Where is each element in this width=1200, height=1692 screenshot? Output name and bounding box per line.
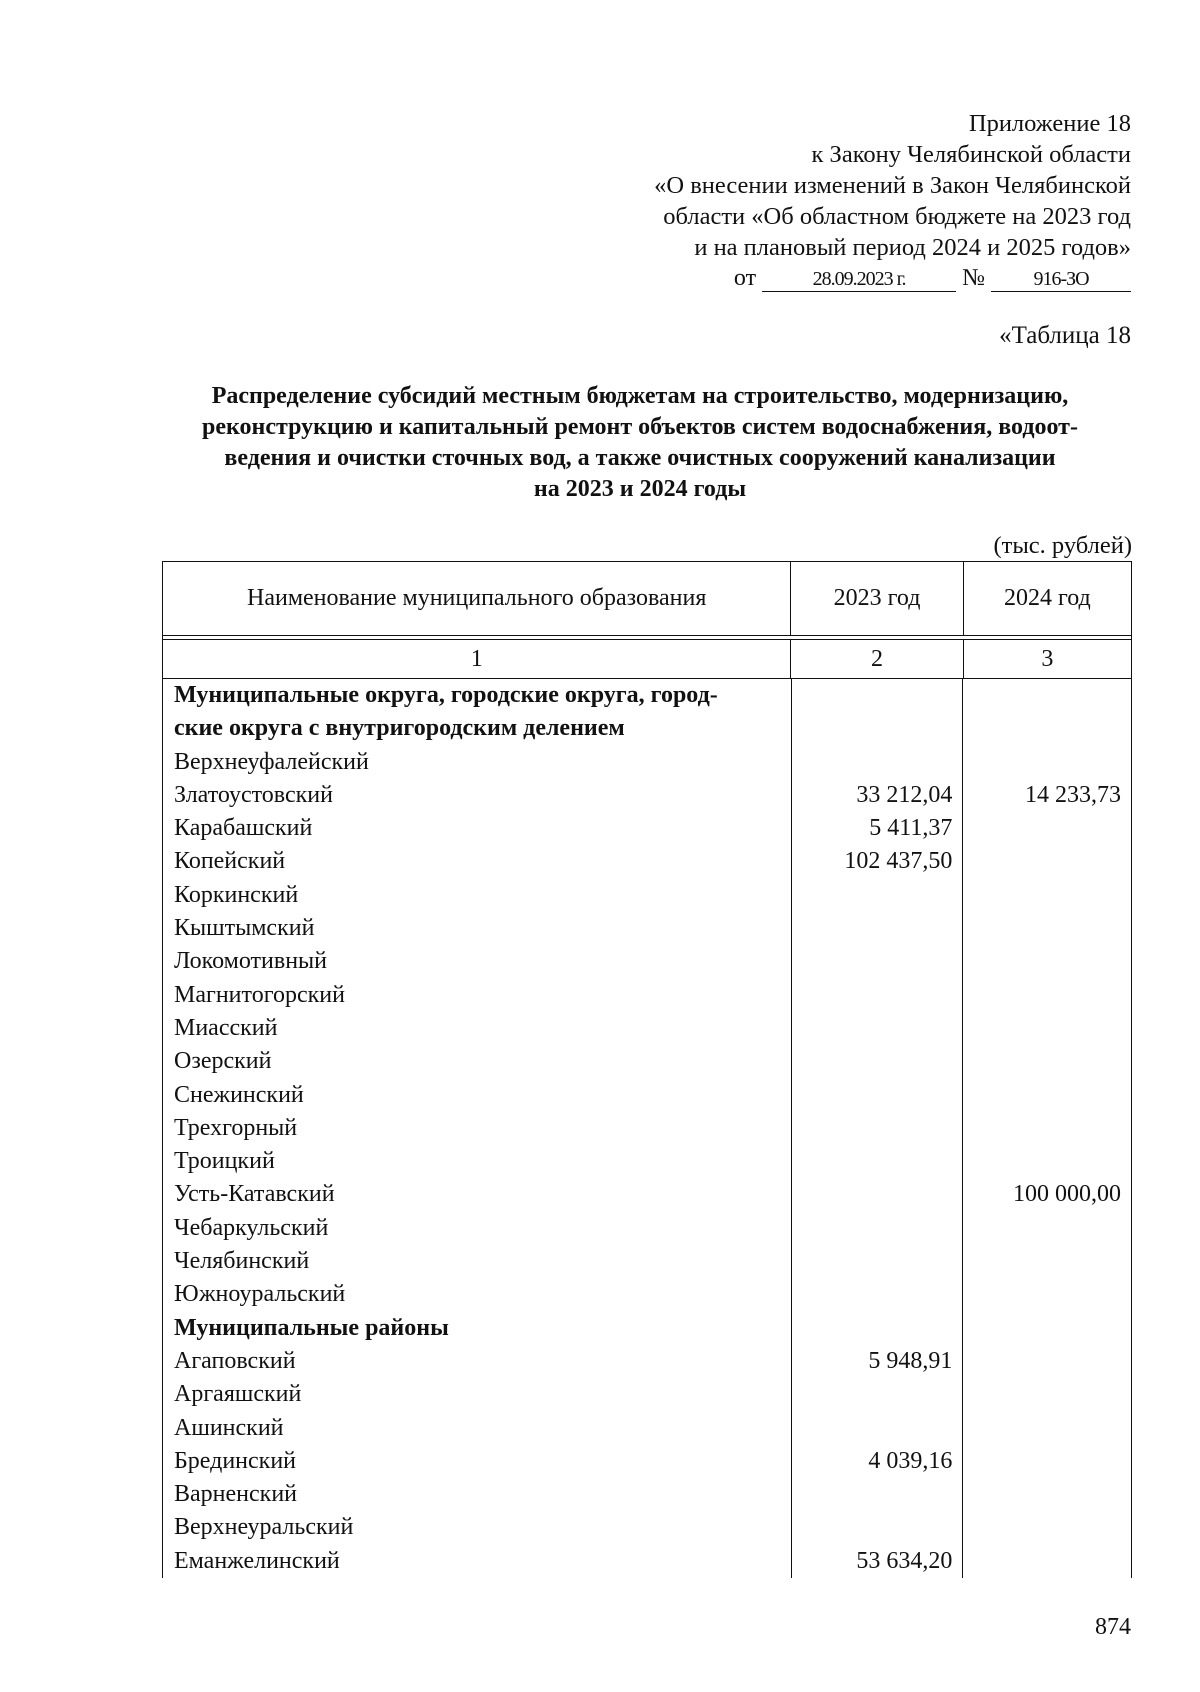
table-row (163, 1478, 1131, 1511)
table-row (163, 1178, 1131, 1211)
cell-2024 (963, 912, 1131, 945)
appendix-block (491, 108, 1131, 294)
table-row (163, 1445, 1131, 1478)
cell-2023 (792, 1312, 964, 1345)
cell-name: Верхнеуфалейский (163, 746, 792, 779)
cell-2023: 5 948,91 (792, 1345, 964, 1378)
cell-2023 (792, 1412, 964, 1445)
cell-name: Троицкий (163, 1145, 792, 1178)
date-prefix: от (733, 265, 757, 291)
cell-2023 (792, 879, 964, 912)
table-row (163, 1012, 1131, 1045)
table-row (163, 979, 1131, 1012)
cell-2023 (792, 1045, 964, 1078)
cell-2024 (963, 1378, 1131, 1411)
cell-name: Трехгорный (163, 1112, 792, 1145)
cell-2024 (963, 1045, 1131, 1078)
cell-2024 (963, 1278, 1131, 1311)
cell-2023 (792, 712, 964, 745)
cell-2023: 102 437,50 (792, 845, 964, 878)
table-row (163, 845, 1131, 878)
cell-2024 (963, 812, 1131, 845)
cell-name: Челябинский (163, 1245, 792, 1278)
table-row (163, 1345, 1131, 1378)
table-row (163, 1412, 1131, 1445)
cell-2023 (792, 1145, 964, 1178)
table-label: «Таблица 18 (999, 322, 1131, 349)
table-row (163, 1378, 1131, 1411)
table-body (162, 679, 1132, 1578)
cell-name: Коркинский (163, 879, 792, 912)
header-2024: 2024 год (1003, 585, 1091, 611)
cell-name: Карабашский (163, 812, 792, 845)
cell-name: Копейский (163, 845, 792, 878)
appendix-line: Приложение 18 (968, 110, 1131, 137)
table-row (163, 1212, 1131, 1245)
law-number: 916-ЗО (991, 267, 1131, 292)
table-row (163, 1112, 1131, 1145)
cell-name: ские округа с внутригородским делением (163, 712, 792, 745)
cell-2023 (792, 1079, 964, 1112)
cell-name: Озерский (163, 1045, 792, 1078)
appendix-line: «О внесении изменений в Закон Челябинской (654, 172, 1131, 199)
cell-name: Чебаркульский (163, 1212, 792, 1245)
section-row (163, 712, 1131, 745)
cell-2024: 14 233,73 (1025, 781, 1121, 808)
header-2023: 2023 год (791, 562, 963, 635)
cell-name: Агаповский (163, 1345, 792, 1378)
cell-2024 (963, 746, 1131, 779)
cell-2023: 4 039,16 (792, 1445, 964, 1478)
table-header-row (162, 561, 1132, 636)
law-date: 28.09.2023 г. (762, 267, 956, 292)
cell-name: Южноуральский (163, 1278, 792, 1311)
table-row (163, 779, 1131, 812)
cell-2024 (963, 845, 1131, 878)
cell-2024: 100 000,00 (1013, 1181, 1121, 1208)
law-date-line (491, 263, 1131, 294)
cell-2023 (792, 1012, 964, 1045)
cell-2024 (963, 679, 1131, 712)
cell-2023 (792, 1478, 964, 1511)
title-line: ведения и очистки сточных вод, а также очистных сооружений канализации (224, 445, 1056, 471)
cell-name: Локомотивный (163, 945, 792, 978)
document-title (150, 381, 1130, 505)
cell-2023 (792, 912, 964, 945)
cell-2024 (963, 1145, 1131, 1178)
cell-name: Муниципальные округа, городские округа, город- (163, 679, 792, 712)
cell-name: Миасский (163, 1012, 792, 1045)
cell-2023 (792, 679, 964, 712)
cell-2024 (963, 979, 1131, 1012)
cell-2024 (963, 1445, 1131, 1478)
column-number: 3 (1041, 645, 1054, 672)
header-name: Наименование муниципального образования (163, 562, 791, 635)
cell-2024 (963, 712, 1131, 745)
appendix-line: области «Об областном бюджете на 2023 год (663, 203, 1131, 230)
cell-2024 (963, 1212, 1131, 1245)
table-row (163, 1079, 1131, 1112)
cell-2023 (792, 1378, 964, 1411)
page-number: 874 (1095, 1614, 1131, 1640)
table-row (163, 1545, 1131, 1578)
cell-2023: 53 634,20 (792, 1545, 964, 1578)
cell-name: Снежинский (163, 1079, 792, 1112)
cell-2023 (792, 1278, 964, 1311)
cell-2024 (963, 1312, 1131, 1345)
cell-name: Златоустовский (163, 779, 792, 812)
column-number: 1 (163, 640, 791, 678)
column-number: 2 (791, 640, 963, 678)
title-line: реконструкцию и капитальный ремонт объектов систем водоснабжения, водоот- (202, 414, 1078, 440)
column-number-row (162, 639, 1132, 679)
cell-2024 (963, 1079, 1131, 1112)
cell-name: Брединский (163, 1445, 792, 1478)
cell-2023 (792, 746, 964, 779)
cell-name: Магнитогорский (163, 979, 792, 1012)
cell-2023 (792, 1178, 964, 1211)
section-row (163, 679, 1131, 712)
table-row (163, 945, 1131, 978)
cell-name: Усть-Катавский (163, 1178, 792, 1211)
cell-2024 (963, 1511, 1131, 1544)
table-row (163, 1145, 1131, 1178)
table-row (163, 812, 1131, 845)
subsidy-table (162, 561, 1132, 1578)
table-row (163, 912, 1131, 945)
appendix-line: к Закону Челябинской области (811, 141, 1131, 168)
number-sign: № (962, 265, 985, 291)
cell-name: Кыштымский (163, 912, 792, 945)
title-line: Распределение субсидий местным бюджетам на строительство, модернизацию, (211, 383, 1069, 409)
cell-2024 (963, 1245, 1131, 1278)
units-label: (тыс. рублей) (993, 532, 1132, 559)
table-row (163, 879, 1131, 912)
cell-2023 (792, 945, 964, 978)
cell-name: Варненский (163, 1478, 792, 1511)
title-line: на 2023 и 2024 годы (533, 476, 747, 502)
cell-2023: 33 212,04 (792, 779, 964, 812)
cell-2024 (963, 879, 1131, 912)
cell-name: Ашинский (163, 1412, 792, 1445)
appendix-line: и на плановый период 2024 и 2025 годов» (694, 234, 1131, 261)
cell-2024 (963, 1478, 1131, 1511)
cell-2023: 5 411,37 (792, 812, 964, 845)
cell-name: Аргаяшский (163, 1378, 792, 1411)
cell-2024 (963, 1545, 1131, 1578)
cell-2023 (792, 1112, 964, 1145)
cell-2023 (792, 979, 964, 1012)
cell-name: Еманжелинский (163, 1545, 792, 1578)
cell-2023 (792, 1245, 964, 1278)
cell-2024 (963, 945, 1131, 978)
cell-2023 (792, 1212, 964, 1245)
cell-2024 (963, 1112, 1131, 1145)
section-row (163, 1312, 1131, 1345)
cell-name: Верхнеуральский (163, 1511, 792, 1544)
cell-2023 (792, 1511, 964, 1544)
table-row (163, 1245, 1131, 1278)
table-row (163, 746, 1131, 779)
cell-2024 (963, 1012, 1131, 1045)
table-row (163, 1278, 1131, 1311)
cell-2024 (963, 1412, 1131, 1445)
table-row (163, 1511, 1131, 1544)
table-row (163, 1045, 1131, 1078)
cell-2024 (963, 1345, 1131, 1378)
cell-name: Муниципальные районы (163, 1312, 792, 1345)
